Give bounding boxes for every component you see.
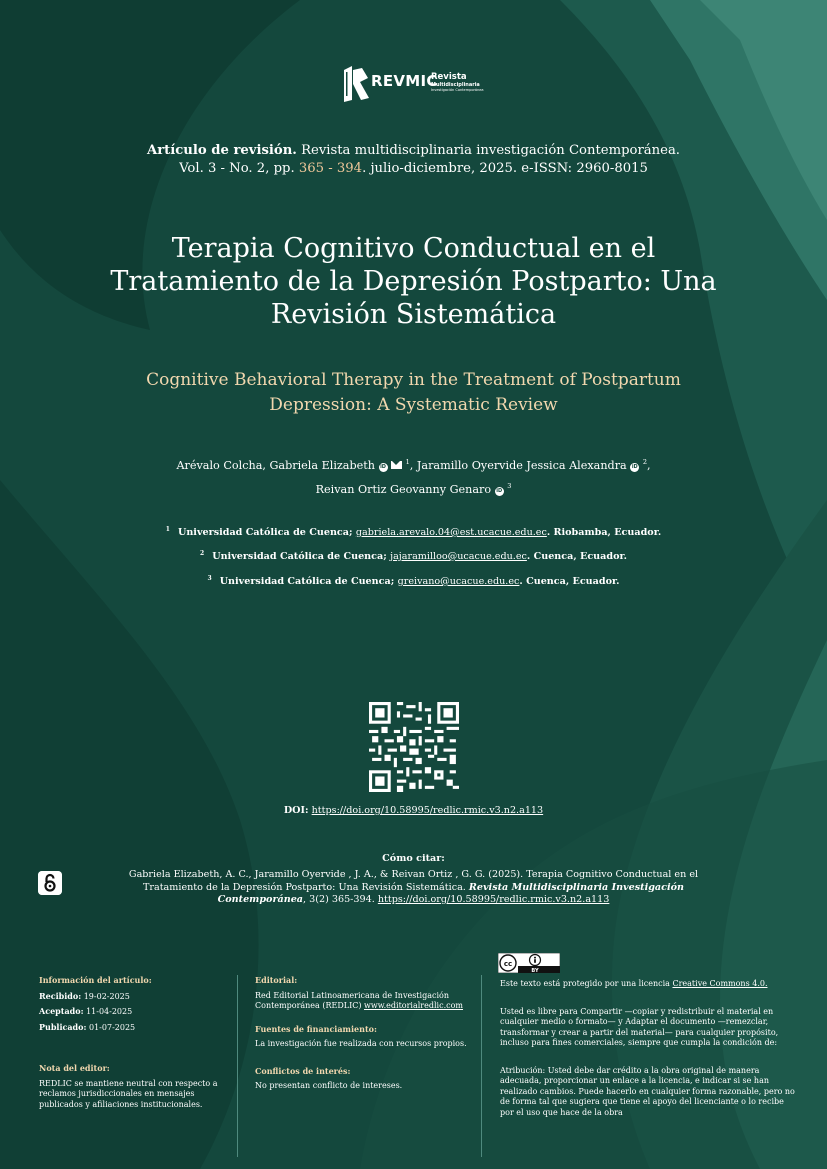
editorial-text [255,991,470,1012]
affiliation-institution: Universidad Católica de Cuenca; [219,576,395,587]
affiliation-1 [0,526,827,538]
author-2: , Jaramillo Oyervide Jessica Alexandra [409,459,627,472]
license-column [500,975,795,1118]
title-spanish: Terapia Cognitivo Conductual en el Tratamiento de la Depresión Postparto: Una Revisión Sistemática [110,233,717,330]
article-info-heading: Información del artículo: [39,975,152,985]
editorial-name: Red Editorial Latinoamericana de Investigación Contemporánea (REDLIC) [255,990,449,1010]
license-link[interactable]: Creative Commons 4.0. [672,979,768,988]
license-paragraph-2: Atribución: Usted debe dar crédito a la obra original de manera adecuada, proporcionar un enlace a la licencia, e indicar si se han realizado cambios. Puede hacerlo en cualquier forma razonable, pero no de forma tal que sugiera que tiene el apoyo del licenciante o lo recibe por el uso que hace de la obra [500,1065,795,1117]
book-logo-icon [342,64,370,102]
accepted-row [39,1006,224,1018]
orcid-icon[interactable]: iD [631,464,638,470]
journal-volume: Vol. 3 - No. 2, pp. [179,161,295,176]
affiliation-institution: Universidad Católica de Cuenca; [177,527,353,538]
footer-divider [481,975,482,1157]
journal-line-2 [0,160,827,178]
affiliation-number: 1 [165,526,170,533]
author-1-sup: 1 [405,458,410,466]
affiliation-institution: Universidad Católica de Cuenca; [212,551,387,562]
journal-info [0,142,827,178]
published-date: 01-07-2025 [89,1022,136,1032]
editorial-heading: Editorial: [255,975,298,985]
published-label: Publicado: [39,1021,87,1032]
logo-word-revista: Revista [431,72,467,82]
footer-divider [237,975,238,1157]
logo-subtitle [431,73,484,92]
affiliation-2 [0,550,827,562]
affiliation-place: . Riobamba, Ecuador. [546,527,662,538]
journal-logo [340,64,490,104]
authors-line-2 [0,476,827,500]
journal-line-1 [0,142,827,160]
logo-word-multidisciplinaria: Multidisciplinaria [431,82,480,88]
orcid-icon[interactable]: iD [380,464,386,470]
affiliation-email[interactable]: gabriela.arevalo.04@est.ucacue.edu.ec [355,527,547,538]
citation-link[interactable]: https://doi.org/10.58995/redlic.rmic.v3.n2.a113 [377,894,610,905]
cite-label: Cómo citar: [382,853,445,864]
published-row [39,1022,224,1034]
doi-label: DOI: [283,805,309,816]
citation-volume: , 3(2) 365-394. [303,894,375,905]
logo-brand: REVMIC [371,72,438,90]
affiliation-3 [0,575,827,587]
cc-badge-label: BY [531,968,539,973]
citation-body: Gabriela Elizabeth, A. C., Jaramillo Oyervide , J. A., & Reivan Ortiz , G. G. (2025). Terapia Cognitivo Conductual en el Tratamiento de la Depresión Postparto: Una Revisión Sistemática. [128,869,699,893]
affiliation-place: . Cuenca, Ecuador. [526,551,627,562]
journal-name: Revista multidisciplinaria investigación Contemporánea. [301,143,681,158]
license-intro: Este texto está protegido por una licencia [500,979,670,988]
qr-code-icon[interactable] [369,702,459,792]
license-intro-row [500,979,795,990]
funding-heading: Fuentes de financiamiento: [255,1023,377,1034]
author-3-sup: 3 [507,482,512,490]
doi-link[interactable]: https://doi.org/10.58995/redlic.rmic.v3.n2.a113 [311,805,544,816]
editor-note-text: REDLIC se mantiene neutral con respecto a reclamos jurisdiccionales en mensajes publicados y afiliaciones institucionales. [39,1078,218,1109]
citation-journal: Revista Multidisciplinaria Investigación Contemporánea [217,881,684,905]
creative-commons-icon[interactable] [498,953,560,973]
author-2-sup: 2 [642,458,647,466]
editor-note-heading: Nota del editor: [39,1063,110,1073]
funding-text: La investigación fue realizada con recursos propios. [255,1039,467,1048]
affiliation-number: 2 [200,550,205,557]
article-info-column [39,975,224,1110]
citation-text [120,869,707,907]
accepted-date: 11-04-2025 [86,1007,133,1016]
conflict-text: No presentan conflicto de intereses. [255,1081,403,1090]
editorial-column [255,975,470,1092]
journal-pages: 365 - 394 [298,161,363,176]
editorial-link[interactable]: www.editorialredlic.com [364,1001,464,1010]
conflict-heading: Conflictos de interés: [255,1065,351,1076]
received-date: 19-02-2025 [83,991,130,1001]
accepted-label: Aceptado: [39,1006,84,1016]
orcid-icon[interactable]: iD [496,488,503,494]
logo-word-investigacion: Investigación Contemporánea [431,88,484,92]
email-icon[interactable] [391,461,402,469]
title-english: Cognitive Behavioral Therapy in the Treatment of Postpartum Depression: A Systematic Review [146,370,681,415]
authors-line-1 [0,452,827,476]
journal-date-issn: . julio-diciembre, 2025. e-ISSN: 2960-8015 [362,161,648,176]
author-3: Reivan Ortiz Geovanny Genaro [315,483,492,496]
received-row [39,991,224,1003]
author-1: Arévalo Colcha, Gabriela Elizabeth [176,459,375,472]
svg-text:cc: cc [503,960,513,968]
author-2-comma: , [646,459,651,472]
doi-line [0,805,827,816]
authors [0,452,827,500]
affiliation-place: . Cuenca, Ecuador. [519,576,620,587]
affiliation-number: 3 [207,575,212,582]
open-access-icon [38,871,62,895]
received-label: Recibido: [39,990,82,1001]
affiliation-email[interactable]: greivano@ucacue.edu.ec [397,576,520,587]
article-type: Artículo de revisión. [146,143,297,158]
affiliation-email[interactable]: jajaramilloo@ucacue.edu.ec [390,551,527,562]
license-paragraph-1: Usted es libre para Compartir —copiar y redistribuir el material en cualquier medio o formato— y Adaptar el documento —remezclar, transformar y crear a partir del material— para cualquier propósito, incluso para fines comerciales, siempre que cumpla la condición de: [500,1006,779,1047]
